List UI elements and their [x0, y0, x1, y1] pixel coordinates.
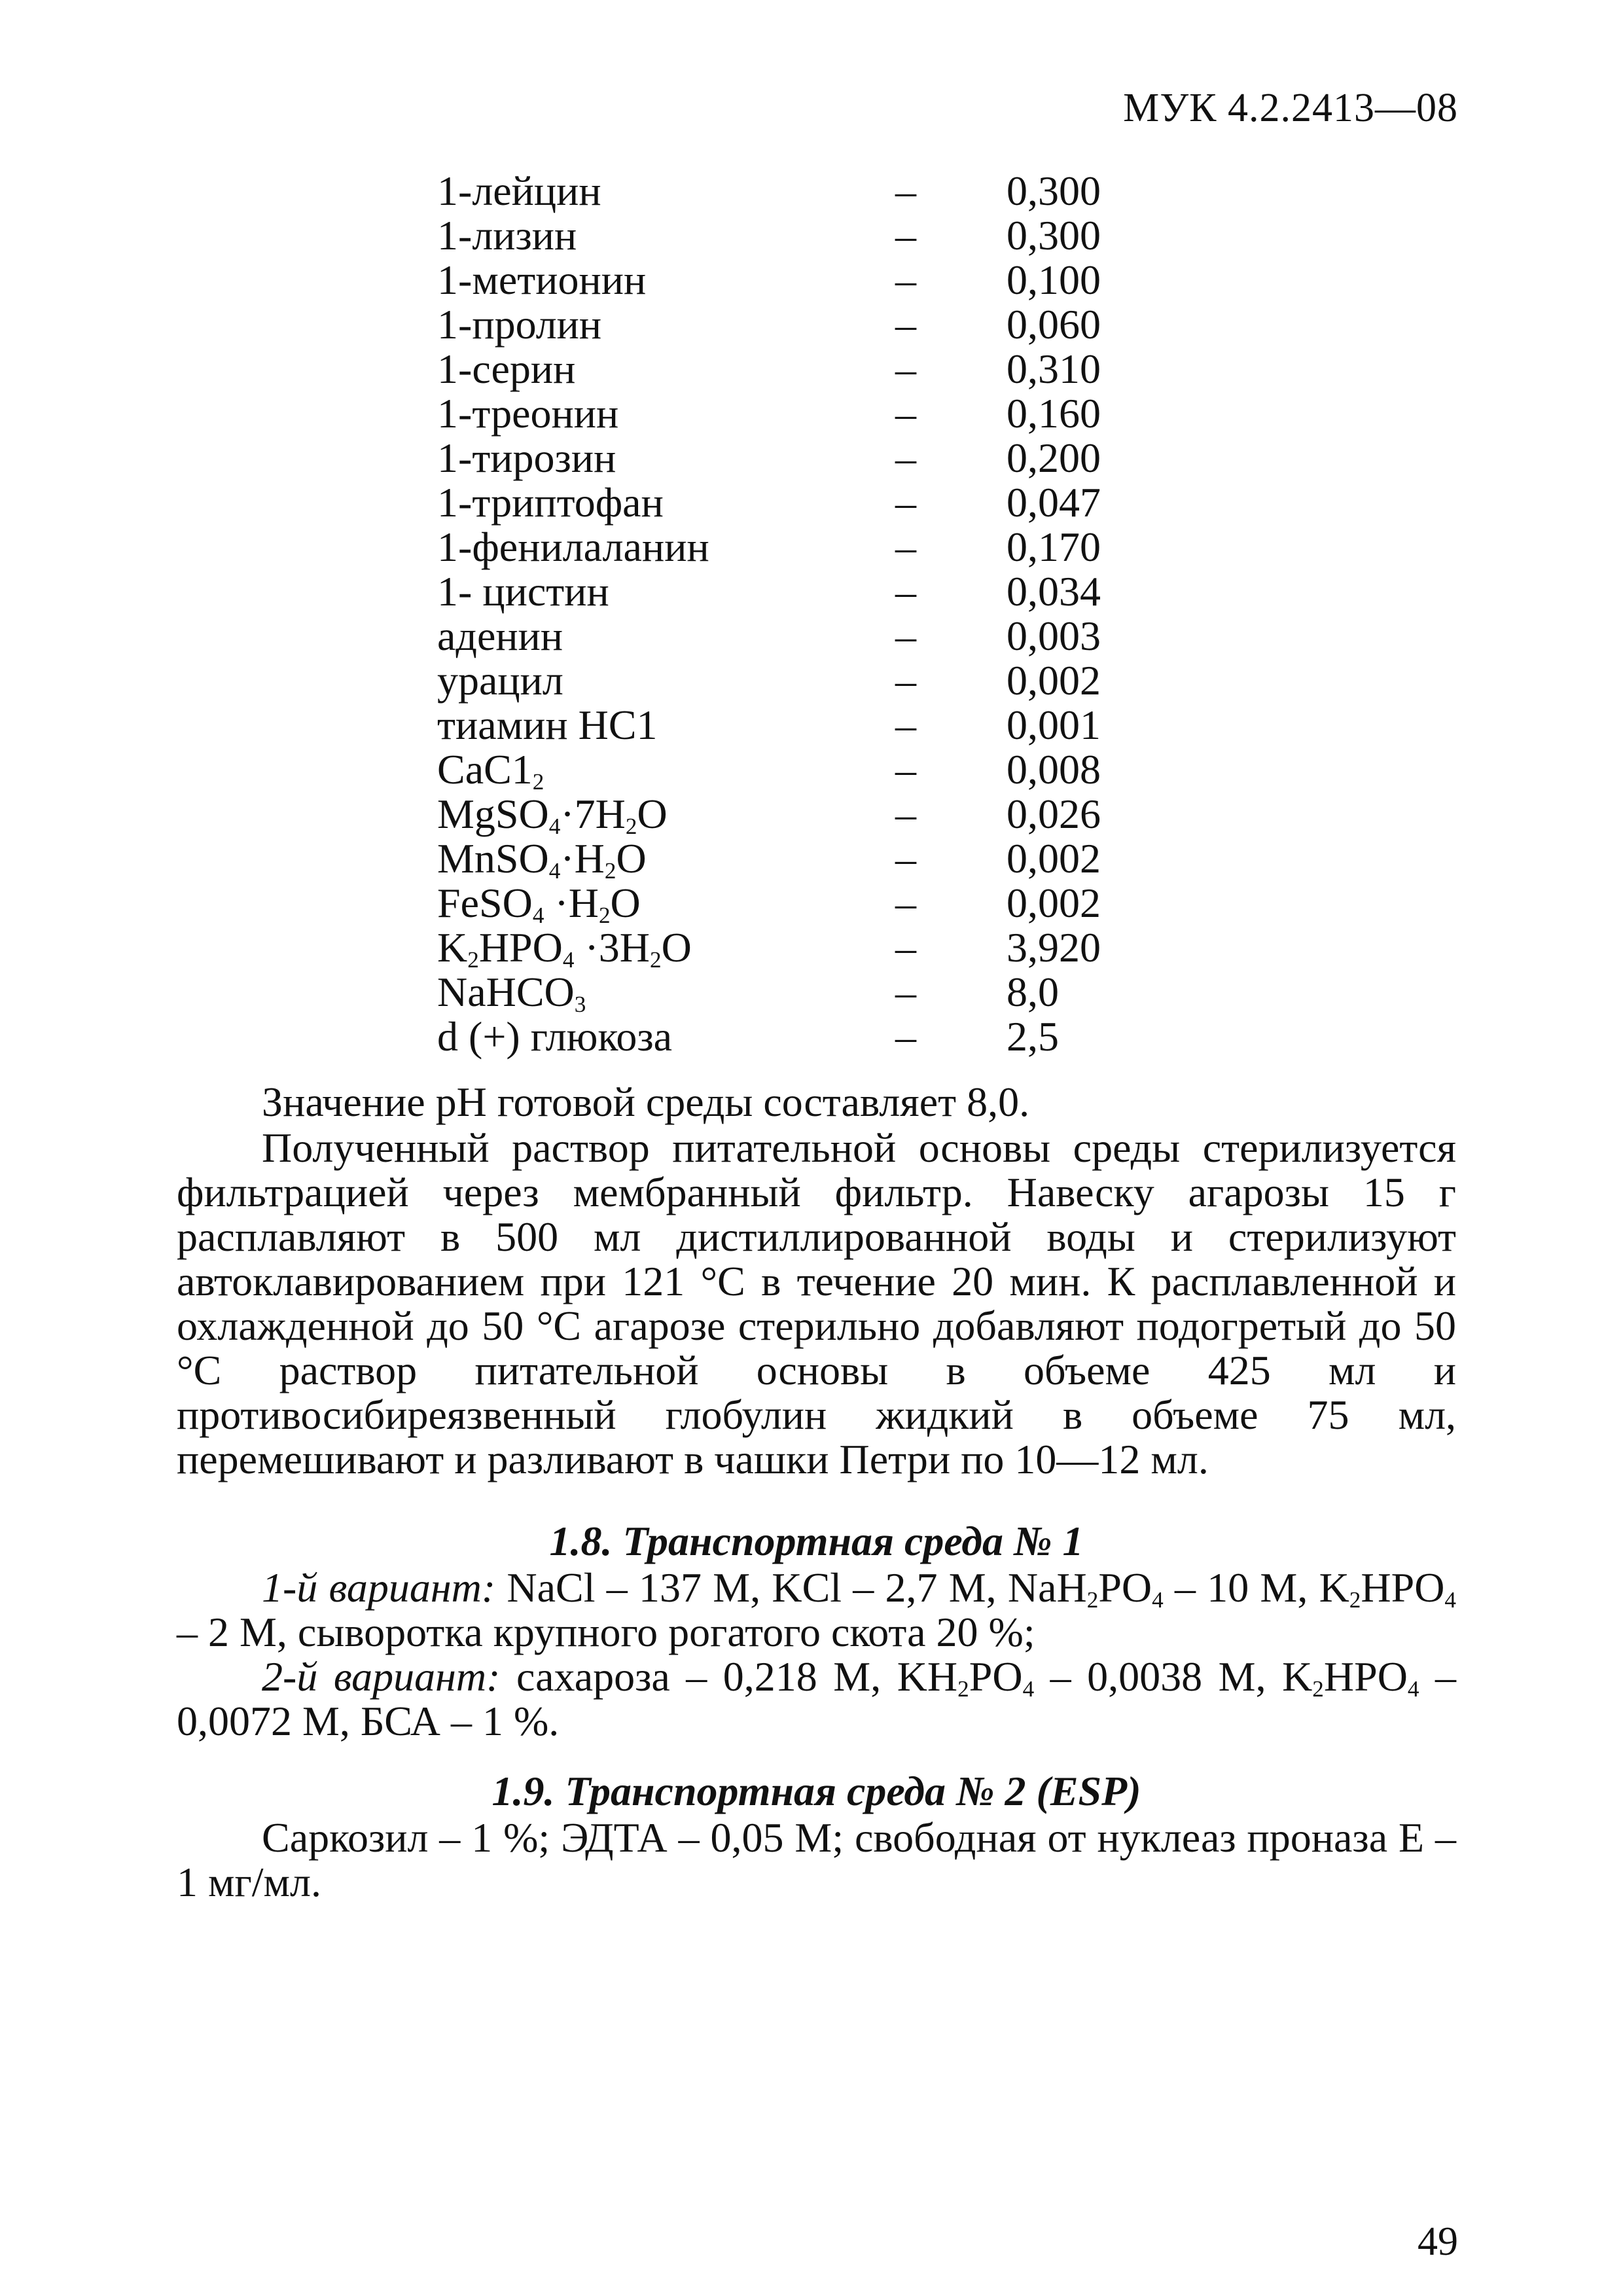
component-name: 1-тирозин: [437, 435, 616, 481]
composition-row: [437, 746, 1150, 795]
component-name: $CaC1_2$: [437, 746, 544, 795]
component-dash: –: [895, 168, 916, 214]
component-amount: 8,0: [1007, 969, 1059, 1015]
component-amount: 0,047: [1007, 479, 1101, 526]
composition-row: [437, 436, 1150, 480]
component-dash: –: [895, 702, 916, 748]
component-name: аденин: [437, 613, 563, 659]
component-name: 1-метионин: [437, 257, 647, 303]
component-name: 1-серин: [437, 346, 576, 392]
preparation-text: Полученный раствор питательной основы среды стерилизуется фильтрацией через мембранный фильтр. Навеску агарозы 15 г расплавляют в 500 мл дистиллированной воды и стерилизуют автоклавированием при 121 °С в течение 20 мин. К расплавленной и охлажденной до 50 °С агарозе стерильно добавляют подогретый до 50 °С раствор питательной основы в объеме 425 мл и противосибиреязвенный глобулин жидкий в объеме 75 мл, перемешивают и разливают в чашки Петри по 10—12 мл.: [177, 1124, 1456, 1482]
component-amount: 0,002: [1007, 835, 1101, 882]
section-1-8-body: [177, 1566, 1456, 1744]
component-amount: 2,5: [1007, 1013, 1059, 1060]
composition-row: [437, 791, 1150, 839]
composition-row: [437, 525, 1150, 569]
component-name: d (+) глюкоза: [437, 1013, 672, 1060]
variant-2-text: сахароза – 0,218 М, $KH_2PO_4 - 0,0038$ M, $K_2HPO_4 - 0,0072$ M, БСА – 1 %.: [177, 1653, 1457, 1744]
component-amount: 0,160: [1007, 390, 1101, 437]
component-dash: –: [895, 257, 916, 303]
component-name: тиамин НС1: [437, 702, 658, 748]
composition-row: [437, 169, 1150, 213]
document-code-header: МУК 4.2.2413—08: [1123, 86, 1458, 130]
section-1-9-text: Саркозил – 1 %; ЭДТА – 0,05 М; свободная от нуклеаз проназа Е – 1 мг/мл.: [177, 1814, 1456, 1905]
variant-2-paragraph: [177, 1655, 1456, 1744]
component-amount: 0,300: [1007, 212, 1101, 259]
component-amount: 0,200: [1007, 435, 1101, 481]
component-dash: –: [895, 969, 916, 1015]
composition-row: [437, 347, 1150, 391]
page-number: 49: [1418, 2219, 1458, 2264]
component-amount: 0,002: [1007, 880, 1101, 926]
component-dash: –: [895, 301, 916, 348]
composition-row: [437, 213, 1150, 258]
composition-row: [437, 480, 1150, 525]
composition-row: [437, 969, 1150, 1017]
component-name: FeSO$_4$ $\cdot H_2O$: [437, 880, 641, 928]
component-name: 1-лейцин: [437, 168, 601, 214]
component-dash: –: [895, 479, 916, 526]
composition-row: [437, 880, 1150, 928]
component-name: $K_2HPO_4 \cdot 3H_2O$: [437, 924, 692, 973]
section-1-8-title: 1.8. Транспортная среда № 1: [549, 1518, 1084, 1564]
component-dash: –: [895, 791, 916, 837]
component-name: NaHCO$_3$: [437, 969, 586, 1017]
component-amount: 0,026: [1007, 791, 1101, 837]
component-amount: 0,001: [1007, 702, 1101, 748]
component-dash: –: [895, 346, 916, 392]
composition-row: [437, 391, 1150, 436]
variant-1-paragraph: [177, 1566, 1456, 1655]
component-name: 1-треонин: [437, 390, 619, 437]
component-name: 1-пролин: [437, 301, 602, 348]
composition-row: [437, 658, 1150, 703]
composition-table: [437, 169, 1150, 1059]
component-dash: –: [895, 390, 916, 437]
section-1-9-body: [177, 1816, 1456, 1905]
component-amount: 0,100: [1007, 257, 1101, 303]
composition-row: [437, 614, 1150, 658]
component-dash: –: [895, 924, 916, 971]
component-dash: –: [895, 435, 916, 481]
component-dash: –: [895, 524, 916, 570]
composition-row: [437, 302, 1150, 347]
component-amount: 3,920: [1007, 924, 1101, 971]
component-dash: –: [895, 835, 916, 882]
component-dash: –: [895, 212, 916, 259]
component-name: 1-фенилаланин: [437, 524, 709, 570]
variant-1-text: NaCl – 137 M, KCl – 2,7 M, $NaH_2PO_4 - 10$ M, $K_2HPO_4 - 2$ M, сыворотка крупного рогатого скота 20 %;: [177, 1564, 1456, 1655]
component-amount: 0,034: [1007, 568, 1101, 615]
composition-row: [437, 924, 1150, 973]
component-dash: –: [895, 746, 916, 793]
component-dash: –: [895, 1013, 916, 1060]
component-name: $MgSO_4\cdot 7H_2O$: [437, 791, 668, 839]
component-name: 1-триптофан: [437, 479, 664, 526]
component-dash: –: [895, 568, 916, 615]
ph-paragraph: [177, 1080, 1456, 1124]
section-1-9-title: 1.9. Транспортная среда № 2 (ESP): [491, 1768, 1141, 1814]
component-amount: 0,170: [1007, 524, 1101, 570]
composition-row: [437, 1014, 1150, 1059]
composition-row: [437, 835, 1150, 884]
component-name: 1-лизин: [437, 212, 577, 259]
component-amount: 0,003: [1007, 613, 1101, 659]
component-name: $MnSO_4\cdot H_2O$: [437, 835, 647, 884]
preparation-paragraph: [177, 1126, 1456, 1482]
component-amount: 0,002: [1007, 657, 1101, 704]
component-amount: 0,300: [1007, 168, 1101, 214]
component-dash: –: [895, 613, 916, 659]
component-amount: 0,310: [1007, 346, 1101, 392]
variant-1-label: 1-й вариант:: [262, 1564, 496, 1611]
composition-row: [437, 703, 1150, 747]
component-name: 1- цистин: [437, 568, 609, 615]
ph-text: Значение рН готовой среды составляет 8,0.: [262, 1079, 1030, 1125]
component-dash: –: [895, 657, 916, 704]
composition-row: [437, 569, 1150, 614]
component-amount: 0,008: [1007, 746, 1101, 793]
composition-row: [437, 258, 1150, 302]
component-amount: 0,060: [1007, 301, 1101, 348]
variant-2-label: 2-й вариант:: [262, 1653, 501, 1700]
component-dash: –: [895, 880, 916, 926]
component-name: урацил: [437, 657, 563, 704]
